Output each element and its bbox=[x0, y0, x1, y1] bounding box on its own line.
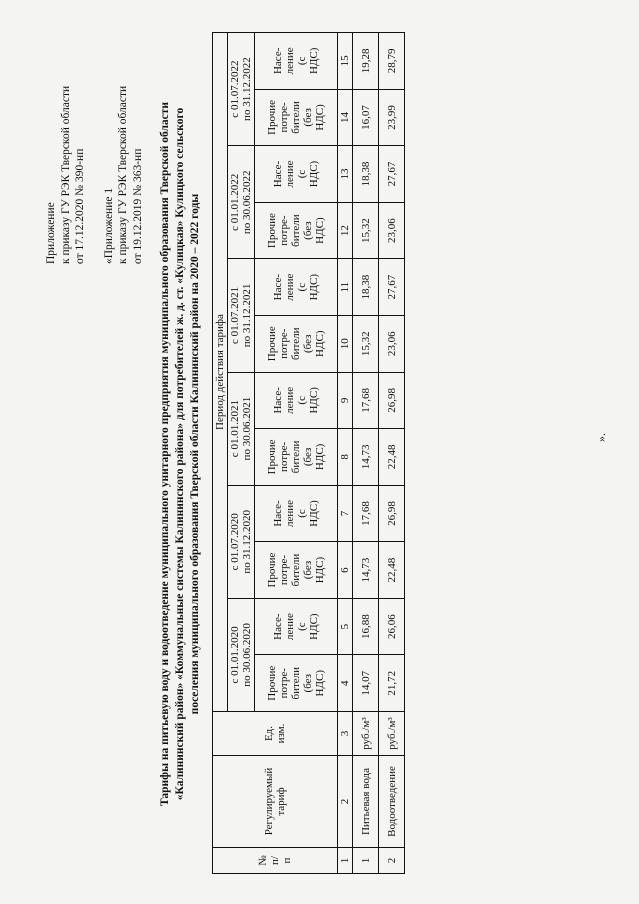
tariff-value: 17,68 bbox=[353, 485, 379, 542]
column-number: 2 bbox=[338, 756, 353, 848]
tariff-value: 22,48 bbox=[379, 429, 405, 486]
subheader-population: Насе- ление (с НДС) bbox=[255, 146, 338, 203]
table-row bbox=[353, 33, 379, 874]
column-number-row bbox=[338, 33, 353, 874]
tariff-value: 18,38 bbox=[353, 146, 379, 203]
column-number: 5 bbox=[338, 598, 353, 655]
tariff-value: 23,06 bbox=[379, 202, 405, 259]
appendix-line: «Приложение 1 bbox=[102, 187, 115, 264]
tariff-value: 14,73 bbox=[353, 542, 379, 599]
subheader-other-consumers: Прочие потре- бители (без НДС) bbox=[255, 429, 338, 486]
column-number: 13 bbox=[338, 146, 353, 203]
header-unit: Ед. изм. bbox=[213, 712, 338, 756]
tariff-value: 16,88 bbox=[353, 598, 379, 655]
period-header: с 01.07.2020 по 31.12.2020 bbox=[228, 485, 255, 598]
subheader-other-consumers: Прочие потре- бители (без НДС) bbox=[255, 655, 338, 712]
appendix-line: от 19.12.2019 № 363-нп bbox=[131, 148, 144, 264]
subheader-population: Насе- ление (с НДС) bbox=[255, 372, 338, 429]
column-number: 3 bbox=[338, 712, 353, 756]
column-number: 10 bbox=[338, 315, 353, 372]
document-title-line: «Калининский район» «Коммунальные системы Калининского района» для потребителей ж. д. ст. «Кулицкая» Кулицкого сельского bbox=[174, 107, 186, 801]
tariff-value: 21,72 bbox=[379, 655, 405, 712]
table-row bbox=[379, 33, 405, 874]
column-number: 15 bbox=[338, 33, 353, 90]
column-number: 12 bbox=[338, 202, 353, 259]
header-row-period bbox=[213, 33, 228, 874]
tariff-value: 16,07 bbox=[353, 89, 379, 146]
subheader-population: Насе- ление (с НДС) bbox=[255, 259, 338, 316]
subheader-other-consumers: Прочие потре- бители (без НДС) bbox=[255, 542, 338, 599]
document-title-line: Тарифы на питьевую воду и водоотведение муниципального унитарного предприятия муниципального образования Тверской области bbox=[159, 101, 171, 807]
header-period: Период действия тарифа bbox=[213, 33, 228, 712]
closing-quote: ». bbox=[594, 433, 608, 442]
column-number: 1 bbox=[338, 848, 353, 874]
subheader-population: Насе- ление (с НДС) bbox=[255, 33, 338, 90]
column-number: 8 bbox=[338, 429, 353, 486]
tariff-value: 14,73 bbox=[353, 429, 379, 486]
period-header: с 01.01.2021 по 30.06.2021 bbox=[228, 372, 255, 485]
row-tariff-name: Водоотведение bbox=[379, 756, 405, 848]
row-unit: руб./м³ bbox=[379, 712, 405, 756]
tariff-value: 22,48 bbox=[379, 542, 405, 599]
appendix-line: от 17.12.2020 № 390-нп bbox=[74, 148, 86, 264]
appendix-line: Приложение bbox=[45, 202, 57, 264]
row-num: 1 bbox=[353, 848, 379, 874]
header-num: № п/ п bbox=[213, 848, 338, 874]
tariff-value: 19,28 bbox=[353, 33, 379, 90]
column-number: 4 bbox=[338, 655, 353, 712]
period-header: с 01.07.2021 по 31.12.2021 bbox=[228, 259, 255, 372]
tariff-value: 27,67 bbox=[379, 259, 405, 316]
tariff-value: 26,98 bbox=[379, 372, 405, 429]
column-number: 11 bbox=[338, 259, 353, 316]
subheader-other-consumers: Прочие потре- бители (без НДС) bbox=[255, 202, 338, 259]
tariff-value: 23,99 bbox=[379, 89, 405, 146]
tariff-table bbox=[212, 32, 405, 874]
period-header: с 01.01.2020 по 30.06.2020 bbox=[228, 598, 255, 711]
row-tariff-name: Питьевая вода bbox=[353, 756, 379, 848]
appendix-line: к приказу ГУ РЭК Тверской области bbox=[59, 85, 72, 264]
tariff-value: 15,32 bbox=[353, 315, 379, 372]
period-header: с 01.01.2022 по 30.06.2022 bbox=[228, 146, 255, 259]
tariff-value: 15,32 bbox=[353, 202, 379, 259]
appendix-original bbox=[102, 14, 146, 264]
row-num: 2 bbox=[379, 848, 405, 874]
column-number: 7 bbox=[338, 485, 353, 542]
appendix-line: к приказу ГУ РЭК Тверской области bbox=[117, 85, 129, 264]
appendix-block bbox=[44, 14, 159, 264]
header-tariff: Регулируемый тариф bbox=[213, 756, 338, 848]
row-unit: руб./м³ bbox=[353, 712, 379, 756]
document-title-line: поселения муниципального образования Тверской области Калининский район на 2020 – 2022 годы bbox=[189, 193, 201, 715]
tariff-value: 14,07 bbox=[353, 655, 379, 712]
tariff-value: 23,06 bbox=[379, 315, 405, 372]
subheader-other-consumers: Прочие потре- бители (без НДС) bbox=[255, 315, 338, 372]
tariff-value: 17,68 bbox=[353, 372, 379, 429]
tariff-value: 27,67 bbox=[379, 146, 405, 203]
tariff-value: 26,06 bbox=[379, 598, 405, 655]
column-number: 9 bbox=[338, 372, 353, 429]
subheader-other-consumers: Прочие потре- бители (без НДС) bbox=[255, 89, 338, 146]
subheader-population: Насе- ление (с НДС) bbox=[255, 485, 338, 542]
appendix-current bbox=[44, 14, 88, 264]
subheader-population: Насе- ление (с НДС) bbox=[255, 598, 338, 655]
period-header: с 01.07.2022 по 31.12.2022 bbox=[228, 33, 255, 146]
tariff-value: 18,38 bbox=[353, 259, 379, 316]
column-number: 14 bbox=[338, 89, 353, 146]
column-number: 6 bbox=[338, 542, 353, 599]
tariff-value: 28,79 bbox=[379, 33, 405, 90]
tariff-value: 26,98 bbox=[379, 485, 405, 542]
